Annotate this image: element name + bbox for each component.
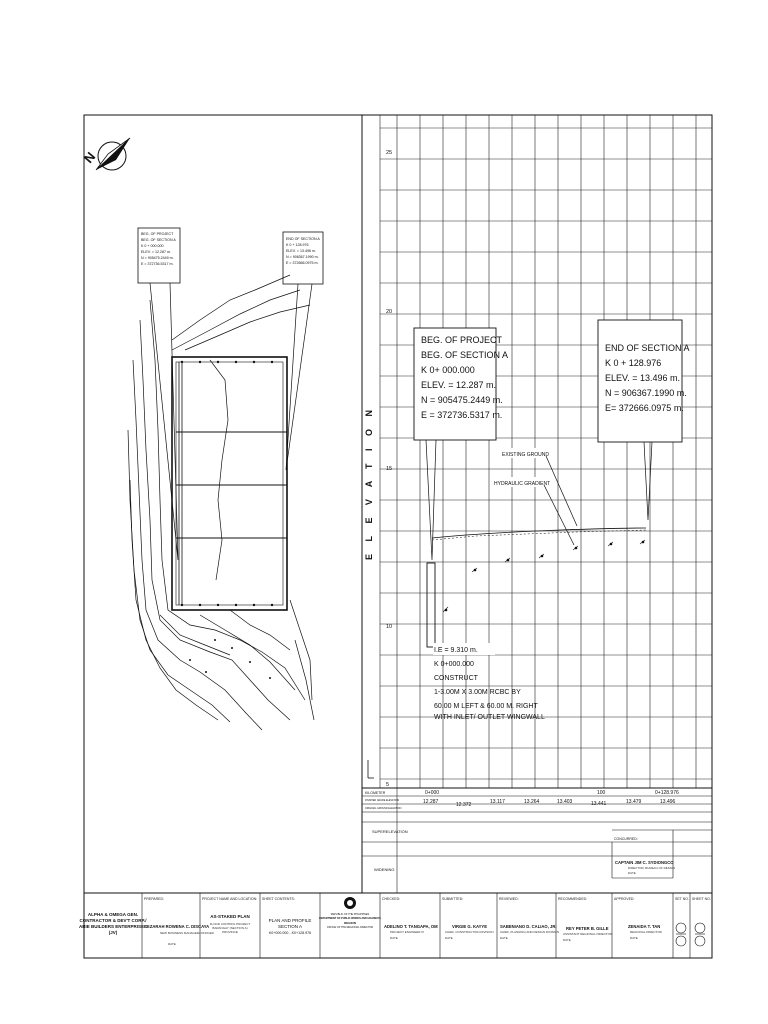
- note-line-4: 1-3.00M X 3.00M RCBC BY: [434, 689, 521, 696]
- row-kilometer-label: KILOMETER: [365, 791, 386, 795]
- sheet-number-marker: [695, 923, 705, 946]
- project-label: PROJECT NAME AND LOCATION:: [202, 897, 258, 901]
- sheet-contents-2: SECTION A: [277, 924, 303, 929]
- reviewed-title: CHIEF, PLANNING AND DESIGN DIVISION: [500, 930, 560, 934]
- profile-beg-line-6: E = 372736.5317 m.: [421, 410, 503, 420]
- checked-name: ADELINO T. TANGAPA, OM: [384, 924, 438, 929]
- set-number-marker: [676, 923, 686, 946]
- concurred-label: CONCURRED:: [614, 837, 638, 841]
- hydraulic-gradient-label: HYDRAULIC GRADIENT: [494, 481, 551, 487]
- plan-view: [81, 138, 323, 730]
- checked-title: PROJECT ENGINEER III: [390, 930, 424, 934]
- profile-beg-line-3: K 0+ 000.000: [421, 365, 475, 375]
- sheet-contents-label: SHEET CONTENTS:: [262, 897, 295, 901]
- profile-beg-line-2: BEG. OF SECTION A: [421, 350, 509, 360]
- contractor-line-1: ALPHA & OMEGA GEN.: [87, 912, 139, 917]
- row-finished-grade-label: FINISHED GRADE ELEVATION: [365, 799, 400, 802]
- note-line-2: K 0+000.000: [434, 661, 474, 668]
- profile-end-line-5: E= 372666.0975 m.: [605, 403, 684, 413]
- concurred-name: CAPTAIN JIM C. SYDIONGCO: [615, 860, 674, 865]
- contractor-name: [79, 912, 147, 935]
- agency-line-1: REPUBLIC OF THE PHILIPPINES: [330, 913, 370, 916]
- plan-beg-line-1: BEG. OF PROJECT: [141, 232, 174, 236]
- widening-label: WIDENING: [374, 867, 395, 872]
- y-tick-15: 15: [386, 466, 393, 472]
- approved-date: DATE: [630, 936, 638, 940]
- title-block: [79, 893, 711, 958]
- profile-end-line-4: N = 906367.1990 m.: [605, 388, 687, 398]
- plan-beg-line-2: BEG. OF SECTION A: [141, 238, 176, 242]
- y-tick-5: 5: [386, 782, 390, 788]
- reviewed-name: SABENIANO D. CALIAO, JR.: [500, 924, 557, 929]
- sheet-contents-1: PLAN AND PROFILE: [268, 918, 312, 923]
- project-title: AS-STAKED PLAN: [210, 914, 250, 919]
- concurred-title: DIRECTOR, BUREAU OF DESIGN: [628, 866, 676, 870]
- km-value-100: 100: [597, 790, 606, 796]
- y-tick-10: 10: [386, 624, 393, 630]
- elev-value-8: 13.496: [660, 799, 676, 805]
- elevation-axis-label: ELEVATION: [364, 410, 374, 560]
- contractor-line-4: (JV): [108, 930, 118, 935]
- plan-end-line-5: E = 372666.0975 m.: [286, 261, 319, 265]
- plan-beg-leader: [150, 283, 178, 560]
- note-line-5: 60.00 M LEFT & 60.00 M. RIGHT: [434, 703, 538, 710]
- project-desc-3: PROVINCE: [222, 930, 238, 934]
- recommended-title: ASSISTANT REGIONAL DIRECTOR: [563, 932, 613, 936]
- elev-value-7: 13.479: [626, 799, 642, 805]
- set-no-label: SET NO.: [675, 897, 689, 901]
- profile-grid: [380, 115, 712, 893]
- km-value-start: 0+000: [425, 790, 440, 796]
- recommended-label: RECOMMENDED:: [558, 897, 588, 901]
- note-line-1: I.E = 9.310 m.: [434, 647, 478, 654]
- plan-beg-line-3: K 0 + 000.000: [141, 244, 164, 248]
- approved-title: REGIONAL DIRECTOR: [630, 930, 662, 934]
- sheet-no-label: SHEET NO.: [692, 897, 711, 901]
- profile-beg-line-1: BEG. OF PROJECT: [421, 335, 503, 345]
- culvert-outline: [172, 357, 287, 610]
- checked-label: CHECKED:: [382, 897, 401, 901]
- profile-beg-line-5: N = 905475.2449 m.: [421, 395, 503, 405]
- submitted-date: DATE: [445, 936, 453, 940]
- reviewed-label: REVIEWED:: [499, 897, 519, 901]
- plan-end-line-3: ELEV. = 13.496 m.: [286, 249, 316, 253]
- note-line-6: WITH INLET/ OUTLET WINGWALL: [434, 714, 545, 721]
- plan-end-line-4: N = 906367.1990 m.: [286, 255, 319, 259]
- agency-line-3: REGION: [344, 921, 356, 925]
- profile-end-line-2: K 0 + 128.976: [605, 358, 662, 368]
- prepared-title: NEW BUSINESS MANAGER/ OFFICER: [160, 931, 214, 935]
- north-arrow-icon: [81, 138, 130, 170]
- reviewed-date: DATE: [500, 936, 508, 940]
- plan-end-line-2: K 0 + 128.976: [286, 243, 309, 247]
- profile-end-line-3: ELEV. = 13.496 m.: [605, 373, 680, 383]
- checked-date: DATE: [390, 936, 398, 940]
- profile-view: [362, 115, 712, 893]
- submitted-name: VIRGIE G. KAYYE: [452, 924, 487, 929]
- prepared-label: PREPARED:: [144, 897, 164, 901]
- agency-line-4: OFFICE OF THE REGIONAL DIRECTOR: [326, 926, 374, 929]
- sheet-contents-3: K0+000.000 - K0+128.976: [268, 931, 312, 935]
- superelevation-label: SUPERELEVATION: [372, 829, 408, 834]
- existing-ground-line: [432, 528, 646, 538]
- elev-value-5: 13.403: [557, 799, 573, 805]
- note-line-3: CONSTRUCT: [434, 675, 478, 682]
- prepared-name: CEZARAH ROWENA C. DISCAYA: [144, 924, 210, 929]
- prepared-date: DATE: [168, 942, 176, 946]
- submitted-title: CHIEF, CONSTRUCTION DIVISION: [445, 930, 494, 934]
- approved-label: APPROVED:: [614, 897, 635, 901]
- plan-beg-line-6: E = 372736.5317 m.: [141, 262, 174, 266]
- profile-beg-line-4: ELEV. = 12.287 m.: [421, 380, 496, 390]
- km-value-end: 0+128.976: [655, 790, 679, 796]
- project-desc-2: BARANGAY (SECTION A): [212, 926, 248, 930]
- row-original-ground-label: ORIGINAL GROUND ELEVATION: [365, 807, 402, 810]
- plan-beg-line-4: ELEV. = 12.287 m.: [141, 250, 171, 254]
- elev-value-4: 13.264: [524, 799, 540, 805]
- dpwh-seal-icon: [344, 897, 356, 909]
- profile-end-line-1: END OF SECTION A: [605, 343, 690, 353]
- svg-text:N: N: [80, 149, 99, 166]
- plan-end-leader: [286, 284, 312, 470]
- culvert-section: [427, 563, 435, 647]
- existing-ground-label: EXISTING GROUND: [502, 452, 549, 458]
- elev-value-6: 13.441: [591, 801, 607, 807]
- elev-value-3: 13.117: [490, 799, 505, 805]
- elev-value-2: 12.372: [456, 802, 472, 808]
- plan-beg-line-5: N = 905475.2449 m.: [141, 256, 174, 260]
- recommended-date: DATE: [563, 938, 571, 942]
- approved-name: ZENAIDA T. TAN: [628, 924, 661, 929]
- submitted-label: SUBMITTED:: [442, 897, 464, 901]
- plan-end-line-1: END OF SECTION A: [286, 237, 320, 241]
- y-tick-20: 20: [386, 309, 393, 315]
- elev-value-1: 12.287: [423, 799, 439, 805]
- profile-end-leader: [644, 442, 652, 520]
- project-desc-1: FLOOD CONTROL PROJECT: [209, 922, 251, 926]
- agency-line-2: DEPARTMENT OF PUBLIC WORKS AND HIGHWAYS: [319, 917, 381, 920]
- contractor-line-2: CONTRACTOR & DEV'T CORP./: [79, 918, 147, 923]
- y-tick-25: 25: [386, 150, 393, 156]
- contractor-line-3: ABIE BUILDERS ENTERPRISES: [78, 924, 148, 929]
- concurred-date: DATE: [628, 871, 636, 875]
- recommended-name: REY PETER B. GILLE: [566, 926, 609, 931]
